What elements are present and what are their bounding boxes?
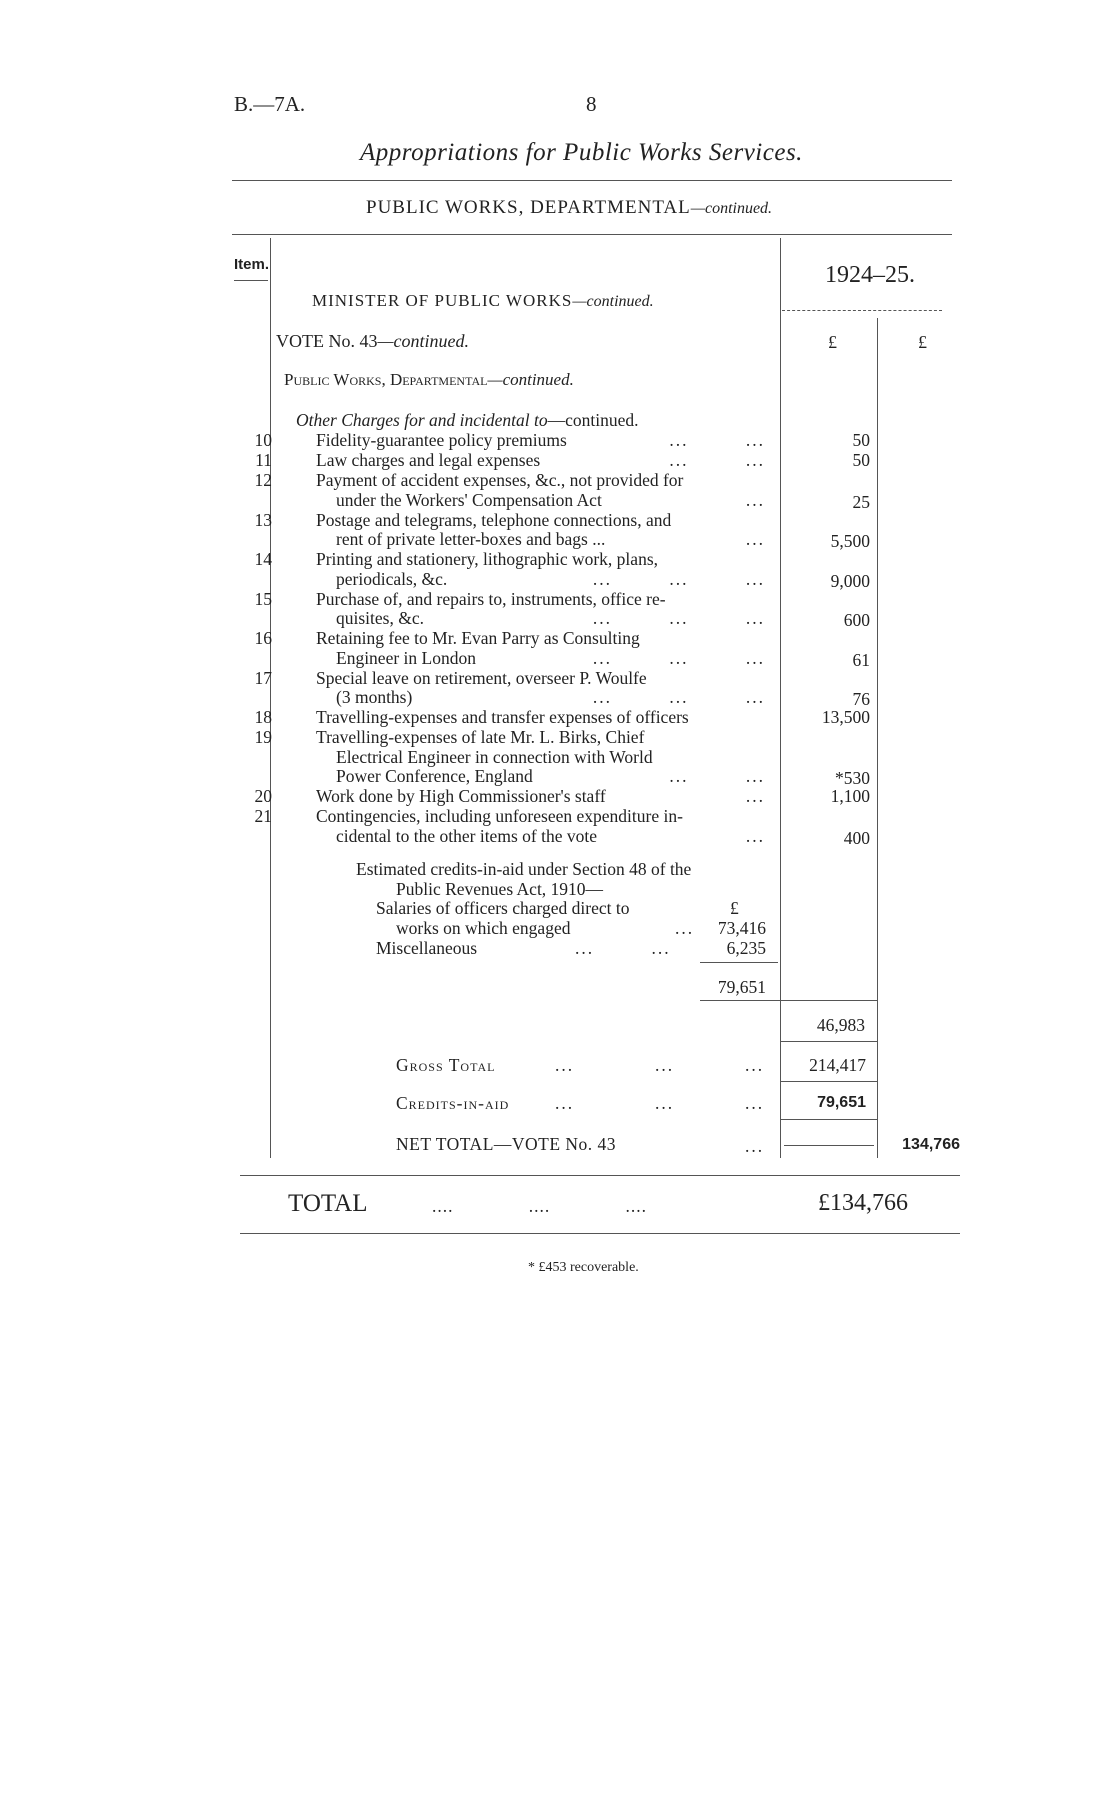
- charges-total: 46,983: [816, 1015, 865, 1035]
- item-column-header: Item.: [234, 256, 270, 273]
- item-description: Payment of accident expenses, &c., not provided for: [316, 470, 684, 490]
- item-amount: 61: [852, 649, 870, 670]
- item-description: quisites, &c.: [336, 608, 424, 628]
- item-number: 12: [254, 470, 272, 490]
- item-description: Fidelity-guarantee policy premiums: [316, 430, 567, 450]
- leader-dots: ...: [675, 918, 695, 938]
- credits-in-aid-label: Credits-in-aid: [396, 1093, 510, 1113]
- leader-dots: ... ... ...: [592, 608, 765, 628]
- item-number: 21: [254, 806, 272, 826]
- charges-total-top-rule: [780, 1000, 878, 1001]
- document-reference: B.—7A.: [234, 92, 306, 116]
- subsection-heading: Other Charges for and incidental to—continued.: [296, 410, 639, 430]
- item-number: 14: [254, 549, 272, 569]
- item-column-rule: [270, 238, 271, 1158]
- footnote: * £453 recoverable.: [528, 1260, 639, 1275]
- misc-amount: 6,235: [726, 938, 766, 958]
- credits-subtotal: 79,651: [717, 977, 766, 997]
- total-value: £134,766: [818, 1190, 908, 1216]
- item-amount: 50: [852, 430, 870, 450]
- item-header-rule: [234, 280, 268, 281]
- total-column-rule: [877, 318, 878, 1158]
- currency-header-total: £: [918, 332, 927, 352]
- leader-dots: .... .... ....: [432, 1196, 647, 1216]
- credits-in-aid-total: 79,651: [817, 1094, 866, 1111]
- table-bottom-rule: [240, 1175, 960, 1176]
- credits-currency: £: [730, 898, 739, 918]
- gross-total-rule: [780, 1081, 878, 1082]
- item-amount: 25: [852, 491, 870, 512]
- item-description: Law charges and legal expenses: [316, 450, 541, 470]
- item-amount: 1,100: [830, 786, 870, 806]
- leader-dots: ...: [745, 529, 765, 549]
- item-description: Purchase of, and repairs to, instruments, office re-: [316, 588, 666, 609]
- item-amount: *530: [835, 768, 870, 788]
- item-amount: 9,000: [830, 570, 870, 591]
- leader-dots: ... ... ...: [592, 687, 765, 707]
- credits-heading-line-1: Estimated credits-in-aid under Section 48 of the: [356, 859, 692, 879]
- page-title: Appropriations for Public Works Services.: [360, 139, 803, 166]
- leader-dots: ... ...: [575, 938, 671, 958]
- item-description: under the Workers' Compensation Act: [336, 489, 602, 510]
- leader-dots: ...: [745, 489, 765, 510]
- leader-dots: ...: [655, 1055, 675, 1075]
- leader-dots: ...: [745, 786, 765, 806]
- item-description: Postage and telegrams, telephone connections, and: [316, 509, 672, 530]
- item-number: 17: [254, 667, 272, 688]
- leader-dots: ...: [555, 1093, 575, 1113]
- credits-salaries-line-1: Salaries of officers charged direct to: [376, 898, 630, 918]
- item-description: Work done by High Commissioner's staff: [316, 786, 606, 806]
- subtitle-rule: [232, 234, 952, 235]
- leader-dots: ... ... ...: [592, 647, 765, 668]
- item-number: 18: [254, 707, 272, 727]
- vote-heading: VOTE No. 43—continued.: [276, 331, 469, 351]
- credits-end-rule: [700, 1000, 780, 1001]
- salaries-amount: 73,416: [717, 918, 766, 938]
- credits-heading-line-2: Public Revenues Act, 1910—: [396, 879, 604, 899]
- item-number: 19: [254, 727, 272, 747]
- total-label: TOTAL: [288, 1190, 368, 1217]
- leader-dots: ... ... ...: [592, 568, 765, 589]
- leader-dots: ... ...: [669, 430, 765, 450]
- item-description: Special leave on retirement, overseer P. Woulfe: [316, 667, 647, 688]
- leader-dots: ...: [745, 1093, 765, 1113]
- item-description: (3 months): [336, 687, 413, 707]
- leader-dots: ...: [655, 1093, 675, 1113]
- item-amount: 76: [852, 689, 870, 709]
- currency-header-items: £: [828, 332, 837, 352]
- item-number: 15: [254, 588, 272, 609]
- net-total-label: NET TOTAL—VOTE No. 43: [396, 1134, 617, 1154]
- item-number: 20: [254, 786, 272, 806]
- item-number: 11: [255, 450, 272, 470]
- item-description: Power Conference, England: [336, 766, 533, 786]
- item-amount: 50: [852, 450, 870, 470]
- credits-total-rule: [780, 1119, 878, 1120]
- charges-total-bottom-rule: [780, 1041, 878, 1042]
- total-rule: [240, 1233, 960, 1234]
- item-amount: 600: [843, 610, 870, 630]
- gross-total-label: Gross Total: [396, 1055, 496, 1075]
- item-amount: 5,500: [830, 531, 870, 551]
- credits-subtotal-rule: [700, 962, 778, 963]
- misc-label: Miscellaneous: [376, 938, 478, 958]
- item-amount: 400: [843, 827, 870, 848]
- gross-total: 214,417: [809, 1055, 866, 1075]
- item-amount: 13,500: [821, 707, 870, 727]
- leader-dots: ... ...: [669, 450, 765, 470]
- leader-dots: ... ...: [669, 766, 765, 786]
- item-description: Travelling-expenses and transfer expenses of officers: [316, 707, 689, 727]
- page-number: 8: [586, 92, 597, 116]
- minister-heading: MINISTER OF PUBLIC WORKS—continued.: [312, 291, 654, 310]
- year-rule: [782, 310, 942, 311]
- leader-dots: ...: [745, 825, 765, 846]
- leader-dots: ...: [745, 1136, 765, 1156]
- leader-dots: ...: [555, 1055, 575, 1075]
- leader-dots: ...: [745, 1055, 765, 1075]
- net-total: 134,766: [902, 1136, 960, 1153]
- item-description: Printing and stationery, lithographic work, plans,: [316, 549, 659, 569]
- item-description: Contingencies, including unforeseen expenditure in-: [316, 806, 683, 826]
- item-number: 10: [254, 430, 272, 450]
- section-heading: Public Works, Departmental—continued.: [284, 370, 574, 389]
- item-description: periodicals, &c.: [336, 568, 448, 589]
- item-description: Engineer in London: [336, 647, 476, 668]
- item-number: 16: [254, 628, 272, 648]
- year-header: 1924–25.: [825, 262, 915, 288]
- item-description: rent of private letter-boxes and bags ...: [336, 529, 606, 549]
- section-title: PUBLIC WORKS, DEPARTMENTAL—continued.: [366, 197, 773, 218]
- item-number: 13: [254, 509, 272, 530]
- item-description: Retaining fee to Mr. Evan Parry as Consulting: [316, 628, 640, 648]
- title-rule: [232, 180, 952, 181]
- item-description: cidental to the other items of the vote: [336, 825, 597, 846]
- credits-salaries-line-2: works on which engaged: [396, 918, 571, 938]
- item-description: Travelling-expenses of late Mr. L. Birks, Chief: [316, 727, 645, 747]
- item-description: Electrical Engineer in connection with World: [336, 746, 653, 767]
